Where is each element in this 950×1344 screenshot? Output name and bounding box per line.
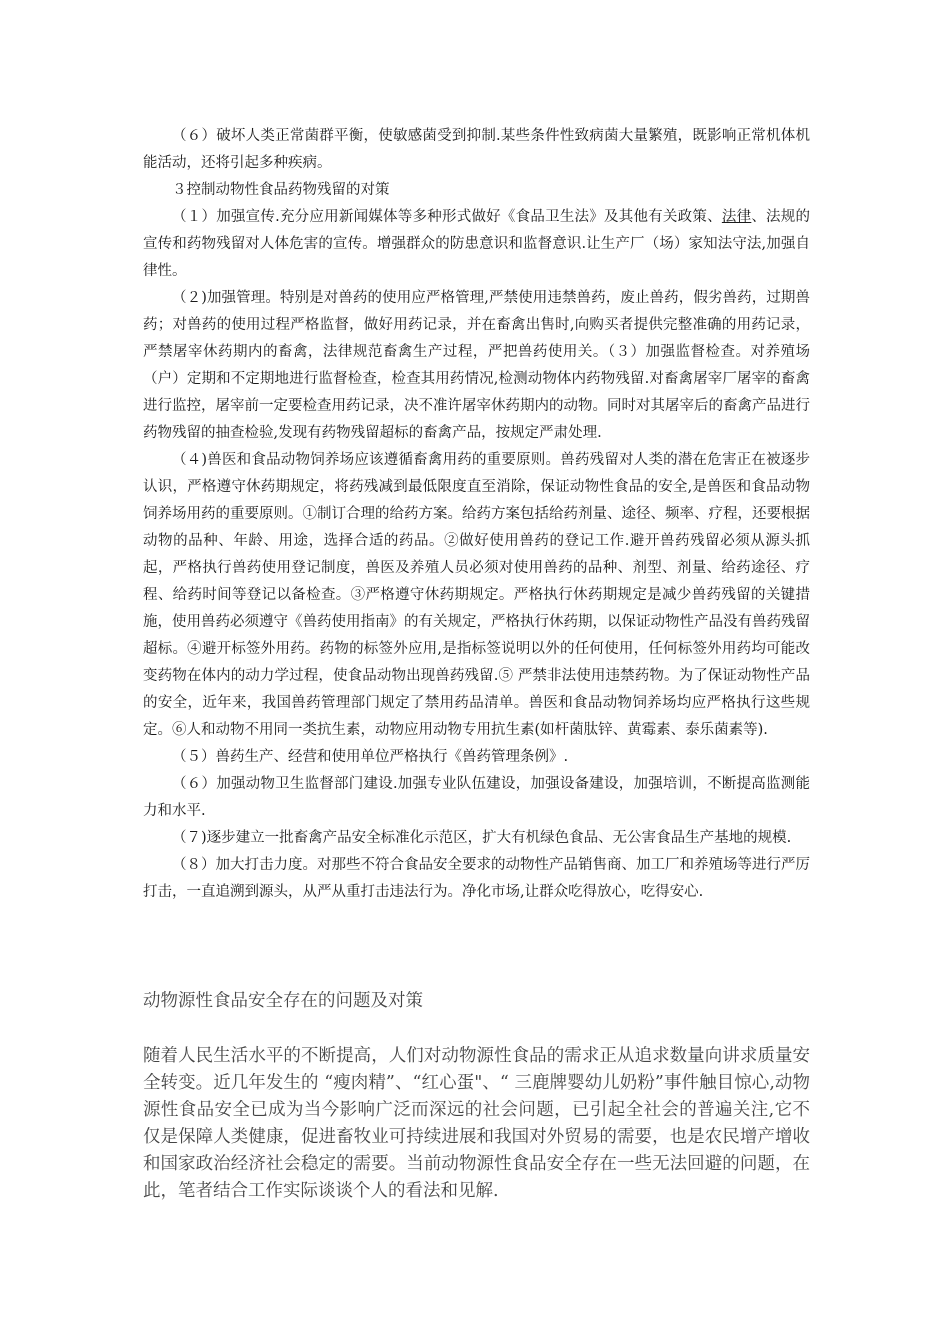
paragraph-countermeasure-1	[143, 204, 810, 285]
paragraph-countermeasure-1-start: （１）加强宣传.充分应用新闻媒体等多种形式做好《食品卫生法》及其他有关政策、	[172, 209, 722, 225]
section-title: 动物源性食品安全存在的问题及对策	[143, 991, 423, 1011]
paragraph-countermeasure-5: （５）兽药生产、经营和使用单位严格执行《兽药管理条例》.	[172, 749, 569, 765]
heading-countermeasures: ３控制动物性食品药物残留的对策	[172, 182, 390, 198]
paragraph-countermeasure-8: （８）加大打击力度。对那些不符合食品安全要求的动物性产品销售商、加工厂和养殖场等进行严厉打击，一直追溯到源头，从严从重打击违法行为。净化市场,让群众吃得放心，吃得安心.	[143, 857, 810, 900]
paragraph-countermeasure-4: （４)兽医和食品动物饲养场应该遵循畜禽用药的重要原则。兽药残留对人类的潜在危害正在被逐步认识，严格遵守休药期规定，将药残减到最低限度直至消除，保证动物性食品的安全,是兽医和食品动物饲养场用药的重要原则。①制订合理的给药方案。给药方案包括给药剂量、途径、频率、疗程，还要根据动物的品种、年龄、用途，选择合适的药品。②做好使用兽药的登记工作.避开兽药残留必须从源头抓起，严格执行兽药使用登记制度，兽医及养殖人员必须对使用兽药的品种、剂型、剂量、给药途径、疗程、给药时间等登记以备检查。③严格遵守休药期规定。严格执行休药期规定是减少兽药残留的关键措施，使用兽药必须遵守《兽药使用指南》的有关规定，严格执行休药期，以保证动物性产品没有兽药残留超标。④避开标签外用药。药物的标签外应用,是指标签说明以外的任何使用，任何标签外用药均可能改变药物在体内的动力学过程，使食品动物出现兽药残留.⑤ 严禁非法使用违禁药物。为了保证动物性产品的安全，近年来，我国兽药管理部门规定了禁用药品清单。兽医和食品动物饲养场均应严格执行这些规定。⑥人和动物不用同一类抗生素，动物应用动物专用抗生素(如杆菌肽锌、黄霉素、泰乐菌素等).	[143, 452, 810, 738]
paragraph-harm-6: （６）破坏人类正常菌群平衡，使敏感菌受到抑制.某些条件性致病菌大量繁殖，既影响正常机体机能活动，还将引起多种疾病。	[143, 128, 810, 171]
paragraph-countermeasure-6: （６）加强动物卫生监督部门建设.加强专业队伍建设，加强设备建设，加强培训，不断提高监测能力和水平.	[143, 776, 810, 819]
law-link[interactable]: 法律	[721, 209, 752, 225]
section-intro-text: 随着人民生活水平的不断提高，人们对动物源性食品的需求正从追求数量向讲求质量安全转变。近几年发生的 “瘦肉精”、“红心蛋"、“ 三鹿牌婴幼儿奶粉”事件触目惊心,动物源性食品安全已成为当今影响广泛而深远的社会问题，已引起全社会的普遍关注,它不仅是保障人类健康，促进畜牧业可持续进展和我国对外贸易的需要，也是农民增产增收和国家政治经济社会稳定的需要。当前动物源性食品安全存在一些无法回避的问题，在此，笔者结合工作实际谈谈个人的看法和见解.	[143, 1046, 810, 1201]
section-intro	[143, 1043, 810, 1205]
article-body	[143, 123, 810, 906]
paragraph-countermeasure-1-end: 、法规的宣传和药物残留对人体危害的宣传。增强群众的防患意识和监督意识.让生产厂（场）家知法守法,加强自律性。	[143, 209, 811, 279]
paragraph-countermeasure-2-3: （２)加强管理。特别是对兽药的使用应严格管理,严禁使用违禁兽药，废止兽药，假劣兽药，过期兽药；对兽药的使用过程严格监督，做好用药记录，并在畜禽出售时,向购买者提供完整准确的用药记录，严禁屠宰休药期内的畜禽，法律规范畜禽生产过程，严把兽药使用关。（３）加强监督检查。对养殖场（户）定期和不定期地进行监督检查，检查其用药情况,检测动物体内药物残留.对畜禽屠宰厂屠宰的畜禽进行监控，屠宰前一定要检查用药记录，决不准许屠宰休药期内的动物。同时对其屠宰后的畜禽产品进行药物残留的抽查检验,发现有药物残留超标的畜禽产品，按规定严肃处理.	[143, 290, 810, 441]
paragraph-countermeasure-7: （７)逐步建立一批畜禽产品安全标准化示范区，扩大有机绿色食品、无公害食品生产基地的规模.	[172, 830, 792, 846]
